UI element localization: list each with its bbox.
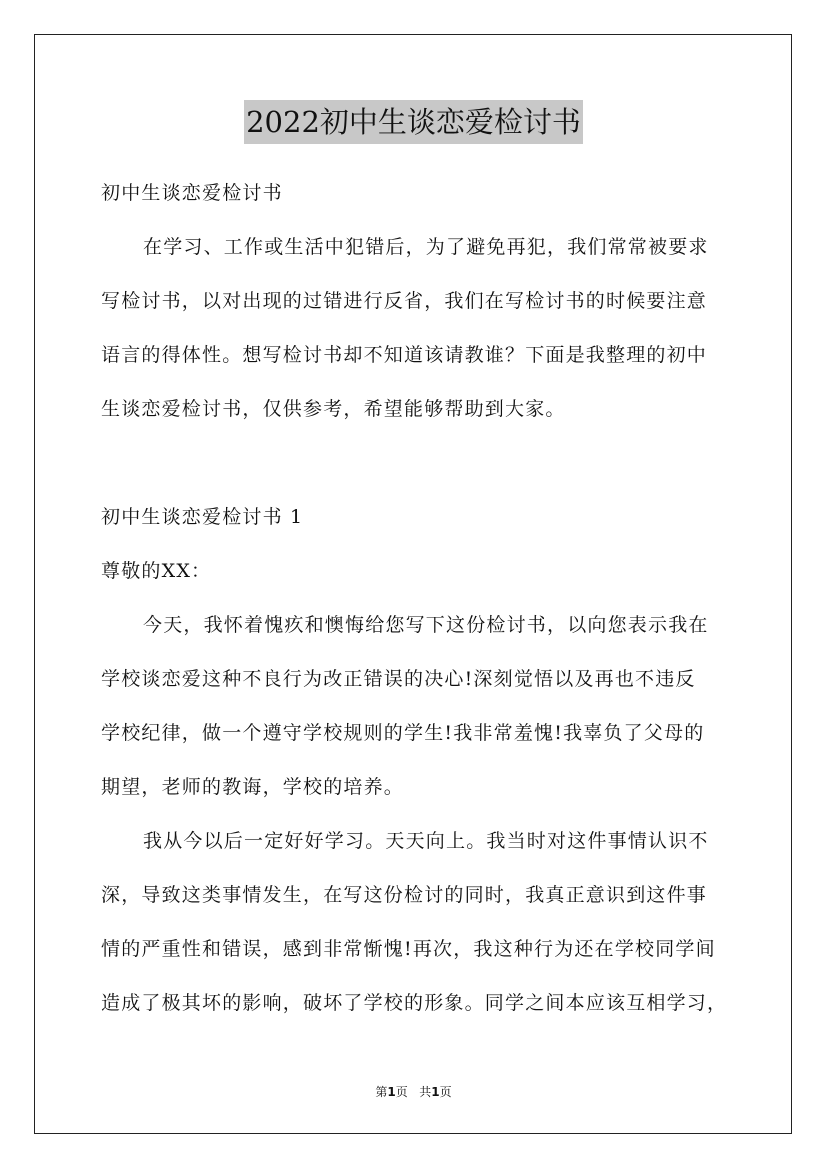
salutation: 尊敬的XX： bbox=[101, 560, 212, 582]
document-title: 2022初中生谈恋爱检讨书 bbox=[244, 100, 583, 144]
body-paragraph-2 bbox=[101, 814, 726, 1030]
body-paragraph-1 bbox=[101, 598, 726, 814]
page-suffix: 页 bbox=[395, 1085, 408, 1099]
paragraph-line: 造成了极其坏的影响，破坏了学校的形象。同学之间本应该互相学习， bbox=[101, 992, 728, 1014]
total-suffix: 页 bbox=[439, 1085, 452, 1099]
paragraph-line: 生谈恋爱检讨书，仅供参考，希望能够帮助到大家。 bbox=[101, 398, 566, 420]
document-body bbox=[101, 166, 726, 1030]
subtitle: 初中生谈恋爱检讨书 bbox=[101, 182, 283, 204]
section-heading: 初中生谈恋爱检讨书 1 bbox=[101, 506, 304, 528]
blank-line bbox=[101, 436, 726, 490]
page-prefix: 第 bbox=[375, 1085, 388, 1099]
paragraph-line: 学校谈恋爱这种不良行为改正错误的决心!深刻觉悟以及再也不违反 bbox=[101, 668, 696, 690]
paragraph-line: 在学习、工作或生活中犯错后，为了避免再犯，我们常常被要求 bbox=[143, 236, 709, 258]
title-container bbox=[0, 100, 827, 144]
paragraph-line: 我从今以后一定好好学习。天天向上。我当时对这件事情认识不 bbox=[143, 830, 709, 852]
intro-paragraph bbox=[101, 220, 726, 436]
page-number: 1 bbox=[387, 1085, 396, 1099]
page-footer bbox=[0, 1083, 827, 1100]
paragraph-line: 今天，我怀着愧疚和懊悔给您写下这份检讨书，以向您表示我在 bbox=[143, 614, 709, 636]
total-pages: 1 bbox=[431, 1085, 440, 1099]
paragraph-line: 期望，老师的教诲，学校的培养。 bbox=[101, 776, 405, 798]
paragraph-line: 语言的得体性。想写检讨书却不知道该请教谁？下面是我整理的初中 bbox=[101, 344, 708, 366]
paragraph-line: 写检讨书，以对出现的过错进行反省，我们在写检讨书的时候要注意 bbox=[101, 290, 708, 312]
total-prefix: 共 bbox=[419, 1085, 432, 1099]
paragraph-line: 学校纪律，做一个遵守学校规则的学生!我非常羞愧!我辜负了父母的 bbox=[101, 722, 705, 744]
paragraph-line: 深，导致这类事情发生，在写这份检讨的同时，我真正意识到这件事 bbox=[101, 884, 708, 906]
paragraph-line: 情的严重性和错误，感到非常惭愧!再次，我这种行为还在学校同学间 bbox=[101, 938, 716, 960]
